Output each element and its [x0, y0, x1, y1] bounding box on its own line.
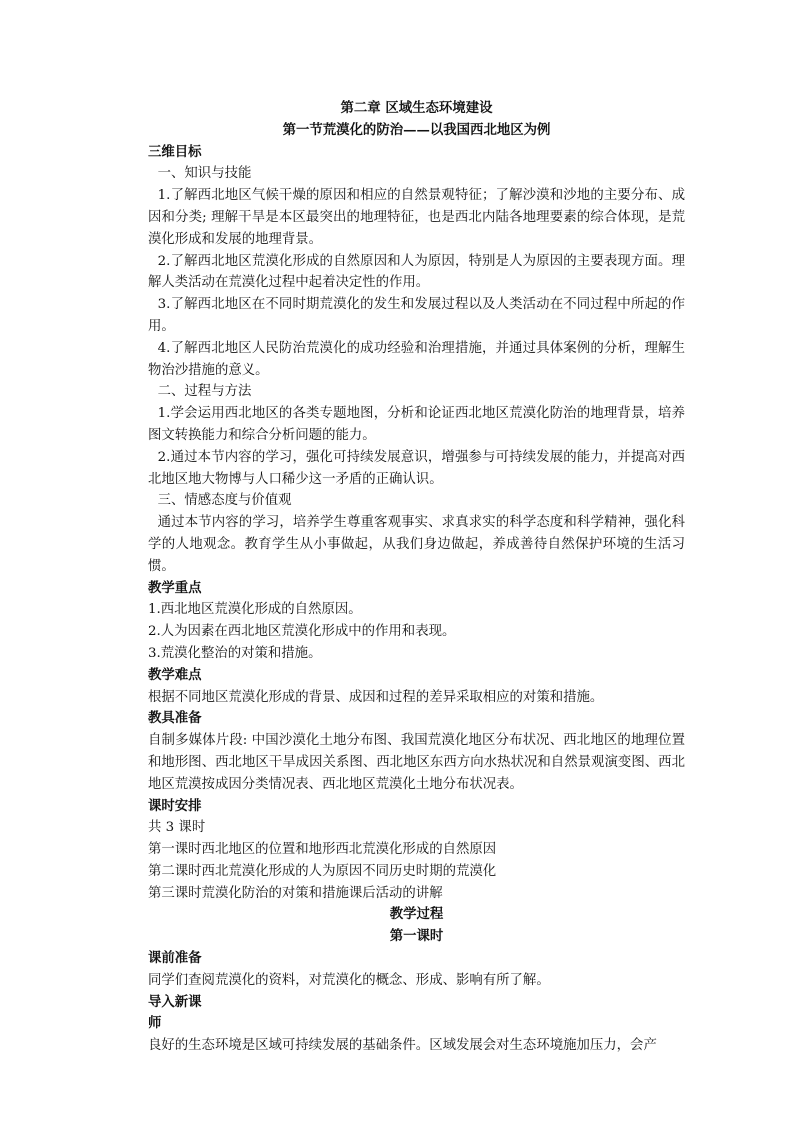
lesson1-heading: 第一课时 [389, 928, 444, 945]
key-point-item: 3.荒漠化整治的对策和措施。 [148, 645, 322, 661]
schedule-item: 共 3 课时 [148, 820, 206, 836]
materials-text: 自制多媒体片段: 中国沙漠化土地分布图、我国荒漠化地区分布状况、西北地区的地理位置和地形图、西北地区干旱成因关系图、西北地区东西方向水热状况和自然景观演变图、西北地区荒漠按成因分类情况表、西北地区荒漠化土地分布状况表。 [148, 733, 685, 792]
pre-class-heading: 课前准备 [148, 950, 202, 967]
intro-heading: 导入新课 [148, 993, 202, 1010]
goal-paragraph-6: 2.通过本节内容的学习，强化可持续发展意识，增强参与可持续发展的能力，并提高对西北地区地大物博与人口稀少这一矛盾的正确认识。 [148, 449, 685, 487]
goals-part3-title: 三、情感态度与价值观 [157, 493, 292, 509]
goals-part1-title: 一、知识与技能 [157, 166, 252, 182]
goals-part2-title: 二、过程与方法 [157, 384, 252, 400]
difficulties-heading: 教学难点 [148, 666, 202, 683]
goal-paragraph-4: 4.了解西北地区人民防治荒漠化的成功经验和治理措施，并通过具体案例的分析，理解生物治沙措施的意义。 [148, 340, 685, 378]
key-points-heading: 教学重点 [148, 579, 202, 596]
schedule-item: 第一课时西北地区的位置和地形西北荒漠化形成的自然原因 [148, 842, 497, 858]
key-point-item: 2.人为因素在西北地区荒漠化形成中的作用和表现。 [148, 624, 456, 640]
schedule-heading: 课时安排 [148, 797, 202, 814]
goal-paragraph-1: 1.了解西北地区气候干燥的原因和相应的自然景观特征；了解沙漠和沙地的主要分布、成因和分类; 理解干旱是本区最突出的地理特征，也是西北内陆各地理要素的综合体现，是荒漠化形成和发展的地理背景。 [148, 188, 685, 247]
schedule-item: 第二课时西北荒漠化形成的人为原因不同历史时期的荒漠化 [148, 863, 497, 879]
materials-heading: 教具准备 [148, 710, 202, 727]
schedule-item: 第三课时荒漠化防治的对策和措施课后活动的讲解 [148, 885, 443, 901]
difficulties-text: 根据不同地区荒漠化形成的背景、成因和过程的差异采取相应的对策和措施。 [148, 689, 604, 705]
goal-paragraph-2: 2.了解西北地区荒漠化形成的自然原因和人为原因，特别是人为原因的主要表现方面。理解人类活动在荒漠化过程中起着决定性的作用。 [148, 253, 685, 291]
goal-paragraph-3: 3.了解西北地区在不同时期荒漠化的发生和发展过程以及人类活动在不同过程中所起的作用。 [148, 297, 685, 334]
teacher-label: 师 [148, 1015, 162, 1032]
section-title: 第一节荒漠化的防治——以我国西北地区为例 [282, 121, 551, 138]
teacher-text: 良好的生态环境是区域可持续发展的基础条件。区域发展会对生态环境施加压力，会产 [148, 1038, 657, 1054]
goal-paragraph-7: 通过本节内容的学习，培养学生尊重客观事实、求真求实的科学态度和科学精神，强化科学的人地观念。教育学生从小事做起，从我们身边做起，养成善待自然保护环境的生活习惯。 [148, 515, 685, 574]
chapter-title: 第二章 区域生态环境建设 [340, 100, 493, 116]
document-page [148, 98, 685, 1057]
goals-heading: 三维目标 [148, 143, 202, 160]
goal-paragraph-5: 1.学会运用西北地区的各类专题地图，分析和论证西北地区荒漠化防治的地理背景，培养图文转换能力和综合分析问题的能力。 [148, 406, 685, 443]
key-point-item: 1.西北地区荒漠化形成的自然原因。 [148, 602, 362, 618]
process-heading: 教学过程 [389, 906, 444, 923]
pre-class-text: 同学们查阅荒漠化的资料，对荒漠化的概念、形成、影响有所了解。 [148, 972, 550, 988]
